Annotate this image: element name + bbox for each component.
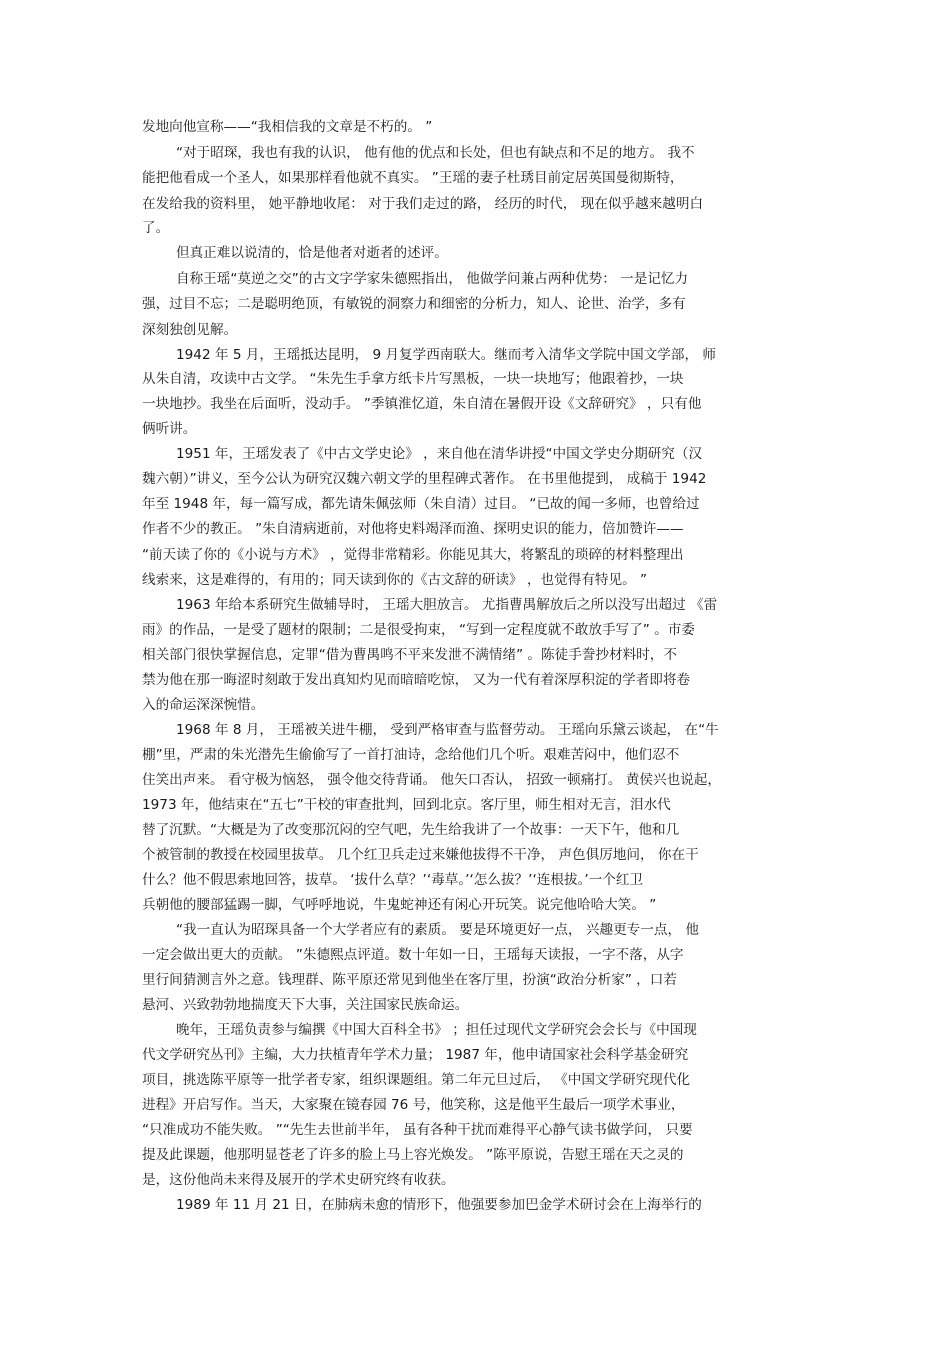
text-line: 什么？他不假思索地回答，拔草。 ‘拔什么草？’‘毒草。’‘怎么拔？’‘连根拔。’一个红卫 <box>142 872 644 888</box>
text-line: 在发给我的资料里， 她平静地收尾： 对于我们走过的路， 经历的时代， 现在似乎越来越明白 <box>142 196 704 212</box>
text-line: 里行间猜测言外之意。钱理群、陈平原还常见到他坐在客厅里，扮演“政治分析家” ，口若 <box>142 972 677 988</box>
text-line: 强，过目不忘；二是聪明绝顶，有敏锐的洞察力和细密的分析力，知人、论世、治学，多有 <box>142 296 686 312</box>
text-line: 俩听讲。 <box>142 421 197 437</box>
text-line: 1963 年给本系研究生做辅导时， 王瑶大胆放言。 尤指曹禺解放后之所以没写出超过 《雷 <box>176 597 718 613</box>
text-line: 作者不少的教正。 ”朱自清病逝前，对他将史料竭泽而渔、探明史识的能力，倍加赞许—— <box>142 521 684 537</box>
text-line: 1968 年 8 月， 王瑶被关进牛棚， 受到严格审查与监督劳动。 王瑶向乐黛云谈起， 在“牛 <box>176 722 719 738</box>
text-line: 进程》开启写作。当天，大家聚在镜春园 76 号，他笑称，这是他平生最后一项学术事业， <box>142 1097 685 1113</box>
text-line: 一定会做出更大的贡献。 ”朱德熙点评道。数十年如一日，王瑶每天读报，一字不落，从字 <box>142 947 684 963</box>
text-line: 个被管制的教授在校园里拔草。 几个红卫兵走过来嫌他拔得不干净， 声色俱厉地问， 你在干 <box>142 847 699 863</box>
text-line: 线索来，这是难得的，有用的；同天读到你的《古文辞的研读》 ，也觉得有特见。 ” <box>142 572 648 588</box>
text-line: “前天读了你的《小说与方术》 ，觉得非常精彩。你能见其大，将繁乱的琐碎的材料整理出 <box>142 547 684 563</box>
text-line: 住笑出声来。 看守极为恼怒， 强令他交待背诵。 他矢口否认， 招致一顿痛打。 黄侯兴也说起， <box>142 772 721 788</box>
text-line: 能把他看成一个圣人，如果那样看他就不真实。 ”王瑶的妻子杜琇目前定居英国曼彻斯特， <box>142 170 684 186</box>
text-line: 魏六朝）”讲义，至今公认为研究汉魏六朝文学的里程碑式著作。 在书里他提到， 成稿于 1942 <box>142 471 707 487</box>
text-line: 1951 年，王瑶发表了《中古文学史论》 ，来自他在清华讲授“中国文学史分期研究（汉 <box>176 446 703 462</box>
text-line: 年至 1948 年，每一篇写成，都先请朱佩弦师（朱自清）过目。 “已故的闻一多师，也曾给过 <box>142 496 700 512</box>
text-line: “只准成功不能失败。 ”“先生去世前半年， 虽有各种干扰而难得平心静气读书做学问， 只要 <box>142 1122 693 1138</box>
text-line: 一块地抄。我坐在后面听，没动手。 ”季镇淮忆道，朱自清在暑假开设《文辞研究》 ，只有他 <box>142 396 702 412</box>
text-line: 1989 年 11 月 21 日，在肺病未愈的情形下，他强要参加巴金学术研讨会在上海举行的 <box>176 1197 702 1213</box>
text-line: 雨》的作品，一是受了题材的限制；二是很受拘束， “写到一定程度就不敢放手写了” 。市委 <box>142 622 695 638</box>
text-line: 从朱自清，攻读中古文学。 “朱先生手拿方纸卡片写黑板，一块一块地写；他跟着抄，一块 <box>142 371 684 387</box>
text-line: 项目，挑选陈平原等一批学者专家，组织课题组。第二年元旦过后， 《中国文学研究现代化 <box>142 1072 691 1088</box>
text-line: 1942 年 5 月，王瑶抵达昆明， 9 月复学西南联大。继而考入清华文学院中国文学部， 师 <box>176 347 717 363</box>
text-line: 了。 <box>142 220 170 236</box>
text-line: 兵朝他的腰部猛踢一脚，气呼呼地说，牛鬼蛇神还有闲心开玩笑。说完他哈哈大笑。 ” <box>142 897 657 913</box>
text-line: “对于昭琛，我也有我的认识， 他有他的优点和长处，但也有缺点和不足的地方。 我不 <box>176 145 695 161</box>
text-line: 相关部门很快掌握信息，定罪“借为曹禺鸣不平来发泄不满情绪” 。陈徒手誊抄材料时，不 <box>142 647 677 663</box>
text-line: 棚”里，严肃的朱光潜先生偷偷写了一首打油诗，念给他们几个听。艰难苦闷中，他们忍不 <box>142 747 680 763</box>
text-line: 自称王瑶“莫逆之交”的古文字学家朱德熙指出， 他做学问兼占两种优势： 一是记忆力 <box>176 271 689 287</box>
text-line: “我一直认为昭琛具备一个大学者应有的素质。 要是环境更好一点， 兴趣更专一点， 他 <box>176 922 699 938</box>
text-line: 悬河、兴致勃勃地揣度天下大事，关注国家民族命运。 <box>142 997 469 1013</box>
text-line: 但真正难以说清的，恰是他者对逝者的述评。 <box>176 245 448 261</box>
text-line: 深刻独创见解。 <box>142 322 238 338</box>
text-line: 替了沉默。“大概是为了改变那沉闷的空气吧，先生给我讲了一个故事：一天下午，他和几 <box>142 822 680 838</box>
text-line: 是，这份他尚未来得及展开的学术史研究终有收获。 <box>142 1172 455 1188</box>
text-line: 禁为他在那一晦涩时刻敢于发出真知灼见而暗暗吃惊， 又为一代有着深厚积淀的学者即将卷 <box>142 672 691 688</box>
text-line: 发地向他宣称——“我相信我的文章是不朽的。 ” <box>142 119 433 135</box>
text-line: 提及此课题，他那明显苍老了许多的脸上马上容光焕发。 ”陈平原说，告慰王瑶在天之灵的 <box>142 1147 684 1163</box>
text-line: 入的命运深深惋惜。 <box>142 697 265 713</box>
text-line: 代文学研究丛刊》主编，大力扶植青年学术力量； 1987 年，他申请国家社会科学基金研究 <box>142 1047 689 1063</box>
text-line: 1973 年，他结束在“五七”干校的审查批判，回到北京。客厅里，师生相对无言，泪水代 <box>142 797 671 813</box>
text-line: 晚年，王瑶负责参与编撰《中国大百科全书》 ；担任过现代文学研究会会长与《中国现 <box>176 1022 697 1038</box>
